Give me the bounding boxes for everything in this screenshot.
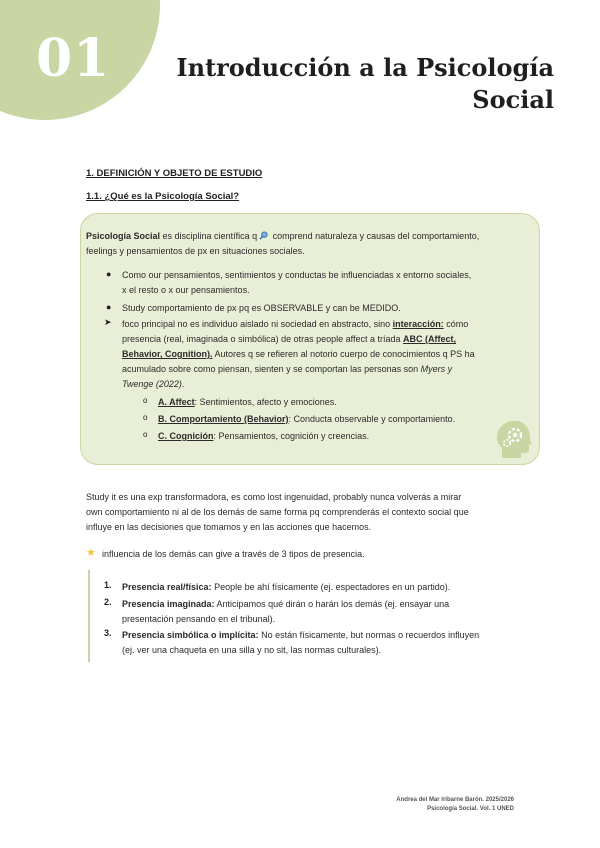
star-icon: ★: [86, 547, 96, 559]
definition-text-b: comprend naturaleza y causas del comportamiento,: [270, 231, 480, 241]
definition-text-a: es disciplina científica q: [160, 231, 258, 241]
definition-line-2: feelings y pensamientos de px en situaciones sociales.: [86, 246, 305, 256]
title-line-2: Social: [472, 85, 554, 114]
presencia-simbolica-line-1: Presencia simbólica o implícita: No están físicamente, but normas o recuerdos influyen: [122, 630, 480, 640]
page-title: [174, 52, 554, 116]
list-number: 1.: [104, 580, 112, 590]
abc-item-c: C. Cognición: Pensamientos, cognición y creencias.: [158, 431, 370, 441]
presencia-intro: influencia de los demás can give a través de 3 tipos de presencia.: [102, 549, 365, 559]
title-line-1: Introducción a la Psicología: [176, 53, 554, 82]
definition-term: Psicología Social: [86, 231, 161, 241]
bullet-3-line-2: presencia (real, imaginada o simbólica) de otras people affect a tríada ABC (Affect,: [122, 334, 456, 344]
circle-bullet: o: [143, 396, 148, 405]
gear-head-icon: [496, 420, 532, 460]
abc-term: ABC (Affect,: [403, 334, 456, 344]
arrow-bullet: ➤: [104, 317, 112, 327]
presencia-simbolica-line-2: (ej. ver una chaqueta en una silla y no sit, las normas culturales).: [122, 645, 382, 655]
bullet-3-line-4: acumulado sobre como piensan, sienten y se comportan las personas son Myers y: [122, 364, 453, 374]
definition-line-1: [86, 229, 526, 244]
bullet-dot: ●: [106, 302, 112, 312]
footer-author: Andrea del Mar Iribarne Barón. 2025/2026: [396, 797, 514, 803]
section-heading: 1. DEFINICIÓN Y OBJETO DE ESTUDIO: [86, 168, 263, 179]
bullet-1-line-2: x el resto o x our pensamientos.: [122, 285, 250, 295]
circle-bullet: o: [143, 430, 148, 439]
chapter-number: 01: [36, 28, 111, 89]
abc-item-b: B. Comportamiento (Behavior): Conducta observable y comportamiento.: [158, 414, 456, 424]
interaccion-term: interacción:: [392, 319, 444, 329]
bullet-dot: ●: [106, 269, 112, 279]
paragraph-line-3: influye en las decisiones que tomamos y en las acciones que hacemos.: [86, 522, 372, 532]
bullet-3-line-5: Twenge (2022).: [122, 379, 185, 389]
abc-item-a: A. Affect: Sentimientos, afecto y emociones.: [158, 397, 337, 407]
presencia-imaginada-line-1: Presencia imaginada: Anticipamos qué dirán o harán los demás (ej. ensayar una: [122, 599, 450, 609]
footer-course: Psicología Social. Vol. 1 UNED: [427, 806, 514, 812]
paragraph-line-2: own comportamiento ni al de los demás de same forma pq comprenderás el contexto social que: [86, 507, 469, 517]
bullet-3-line-3: Behavior, Cognition). Autores q se refieren al notorio cuerpo de conocimientos q PS ha: [122, 349, 475, 359]
presencia-imaginada-line-2: presentación pensando en el tribunal).: [122, 614, 276, 624]
presencia-real: Presencia real/física: People be ahí físicamente (ej. espectadores en un partido).: [122, 582, 451, 592]
bullet-2: Study comportamiento de px pq es OBSERVABLE y can be MEDIDO.: [122, 303, 401, 313]
subsection-heading: 1.1. ¿Qué es la Psicología Social?: [86, 191, 240, 202]
list-number: 3.: [104, 628, 112, 638]
search-icon: [259, 231, 268, 240]
footer: [396, 796, 514, 814]
bullet-3-line-1: foco principal no es individuo aislado ni sociedad en abstracto, sino interacción: cómo: [122, 319, 469, 329]
list-number: 2.: [104, 597, 112, 607]
bullet-1-line-1: Como our pensamientos, sentimientos y conductas be influenciadas x entorno sociales,: [122, 270, 472, 280]
circle-bullet: o: [143, 413, 148, 422]
list-accent-bar: [88, 570, 90, 662]
paragraph-line-1: Study it es una exp transformadora, es como lost ingenuidad, probably nunca volverás a mirar: [86, 492, 462, 502]
